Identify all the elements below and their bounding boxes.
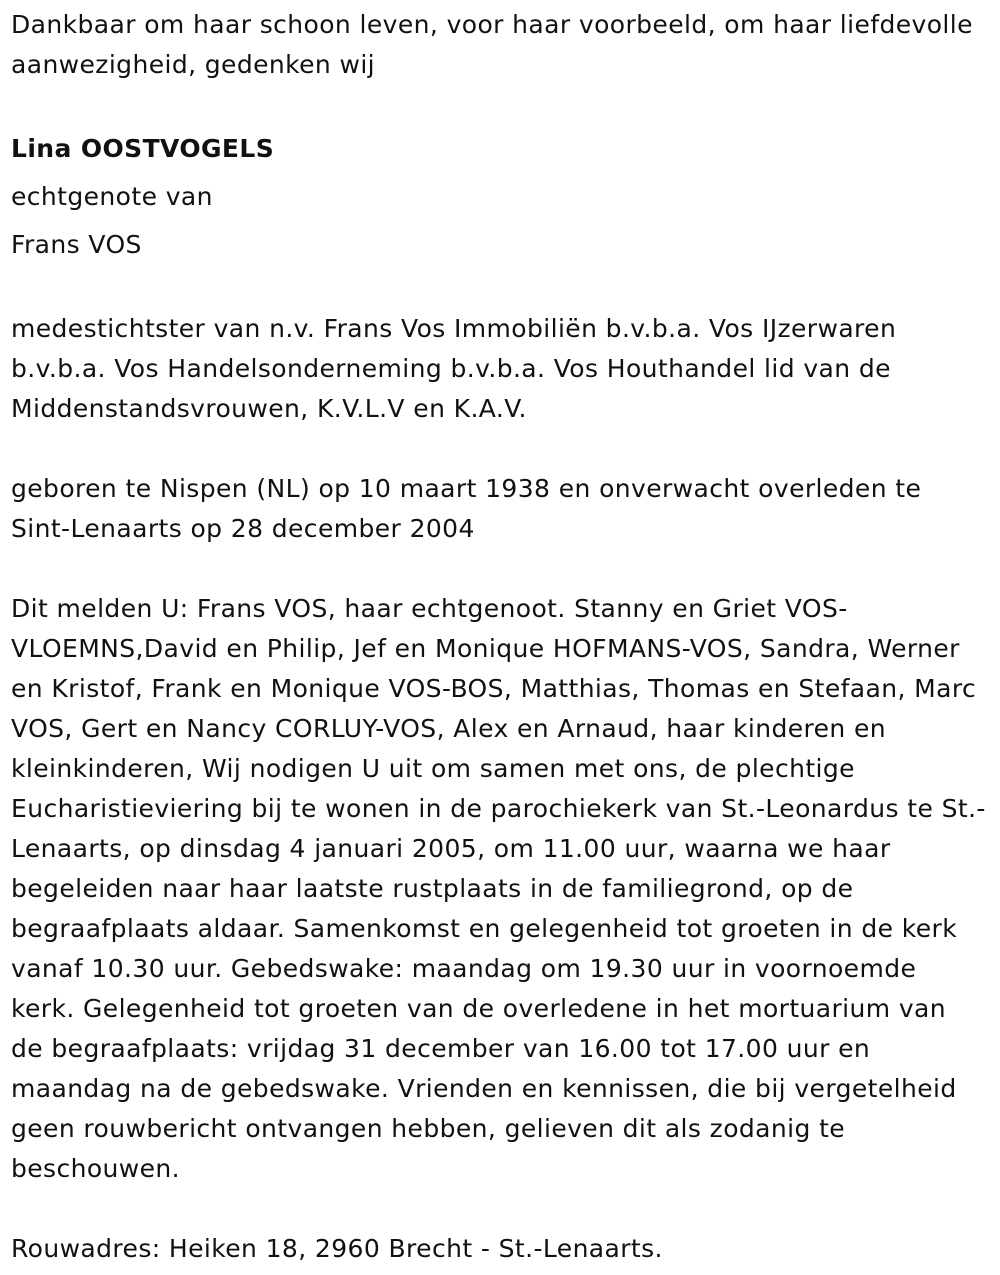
relation-text: echtgenote van xyxy=(11,182,213,211)
deceased-name: Lina OOSTVOGELS xyxy=(11,134,275,163)
life-dates-text: geboren te Nispen (NL) op 10 maart 1938 en onverwacht overleden te Sint-Lenaarts op 28 december 2004 xyxy=(11,474,922,543)
intro-text: Dankbaar om haar schoon leven, voor haar voorbeeld, om haar liefdevolle aanwezigheid, gedenken wij xyxy=(11,10,973,79)
mourning-address: Rouwadres: Heiken 18, 2960 Brecht - St.-Lenaarts. xyxy=(11,1234,663,1263)
spouse-name: Frans VOS xyxy=(11,230,142,259)
affiliations-text: medestichtster van n.v. Frans Vos Immobiliën b.v.b.a. Vos IJzerwaren b.v.b.a. Vos Handelsonderneming b.v.b.a. Vos Houthandel lid van de Middenstandsvrouwen, K.V.L.V en K.A.V. xyxy=(11,314,897,423)
announcement-text: Dit melden U: Frans VOS, haar echtgenoot. Stanny en Griet VOS-VLOEMNS,David en Philip, Jef en Monique HOFMANS-VOS, Sandra, Werner en Kristof, Frank en Monique VOS-BOS, Matthias, Thomas en Stefaan, Marc VOS, Gert en Nancy CORLUY-VOS, Alex en Arnaud, haar kinderen en kleinkinderen, Wij nodigen U uit om samen met ons, de plechtige Eucharistieviering bij te wonen in de parochiekerk van St.-Leonardus te St.-Lenaarts, op dinsdag 4 januari 2005, om 11.00 uur, waarna we haar begeleiden naar haar laatste rustplaats in de familiegrond, op de begraafplaats aldaar. Samenkomst en gelegenheid tot groeten in de kerk vanaf 10.30 uur. Gebedswake: maandag om 19.30 uur in voornoemde kerk. Gelegenheid tot groeten van de overledene in het mortuarium van de begraafplaats: vrijdag 31 december van 16.00 tot 17.00 uur en maandag na de gebedswake. Vrienden en kennissen, die bij vergetelheid geen rouwbericht ontvangen hebben, gelieven dit als zodanig te beschouwen. xyxy=(11,594,986,1183)
obituary-document xyxy=(11,0,986,1269)
